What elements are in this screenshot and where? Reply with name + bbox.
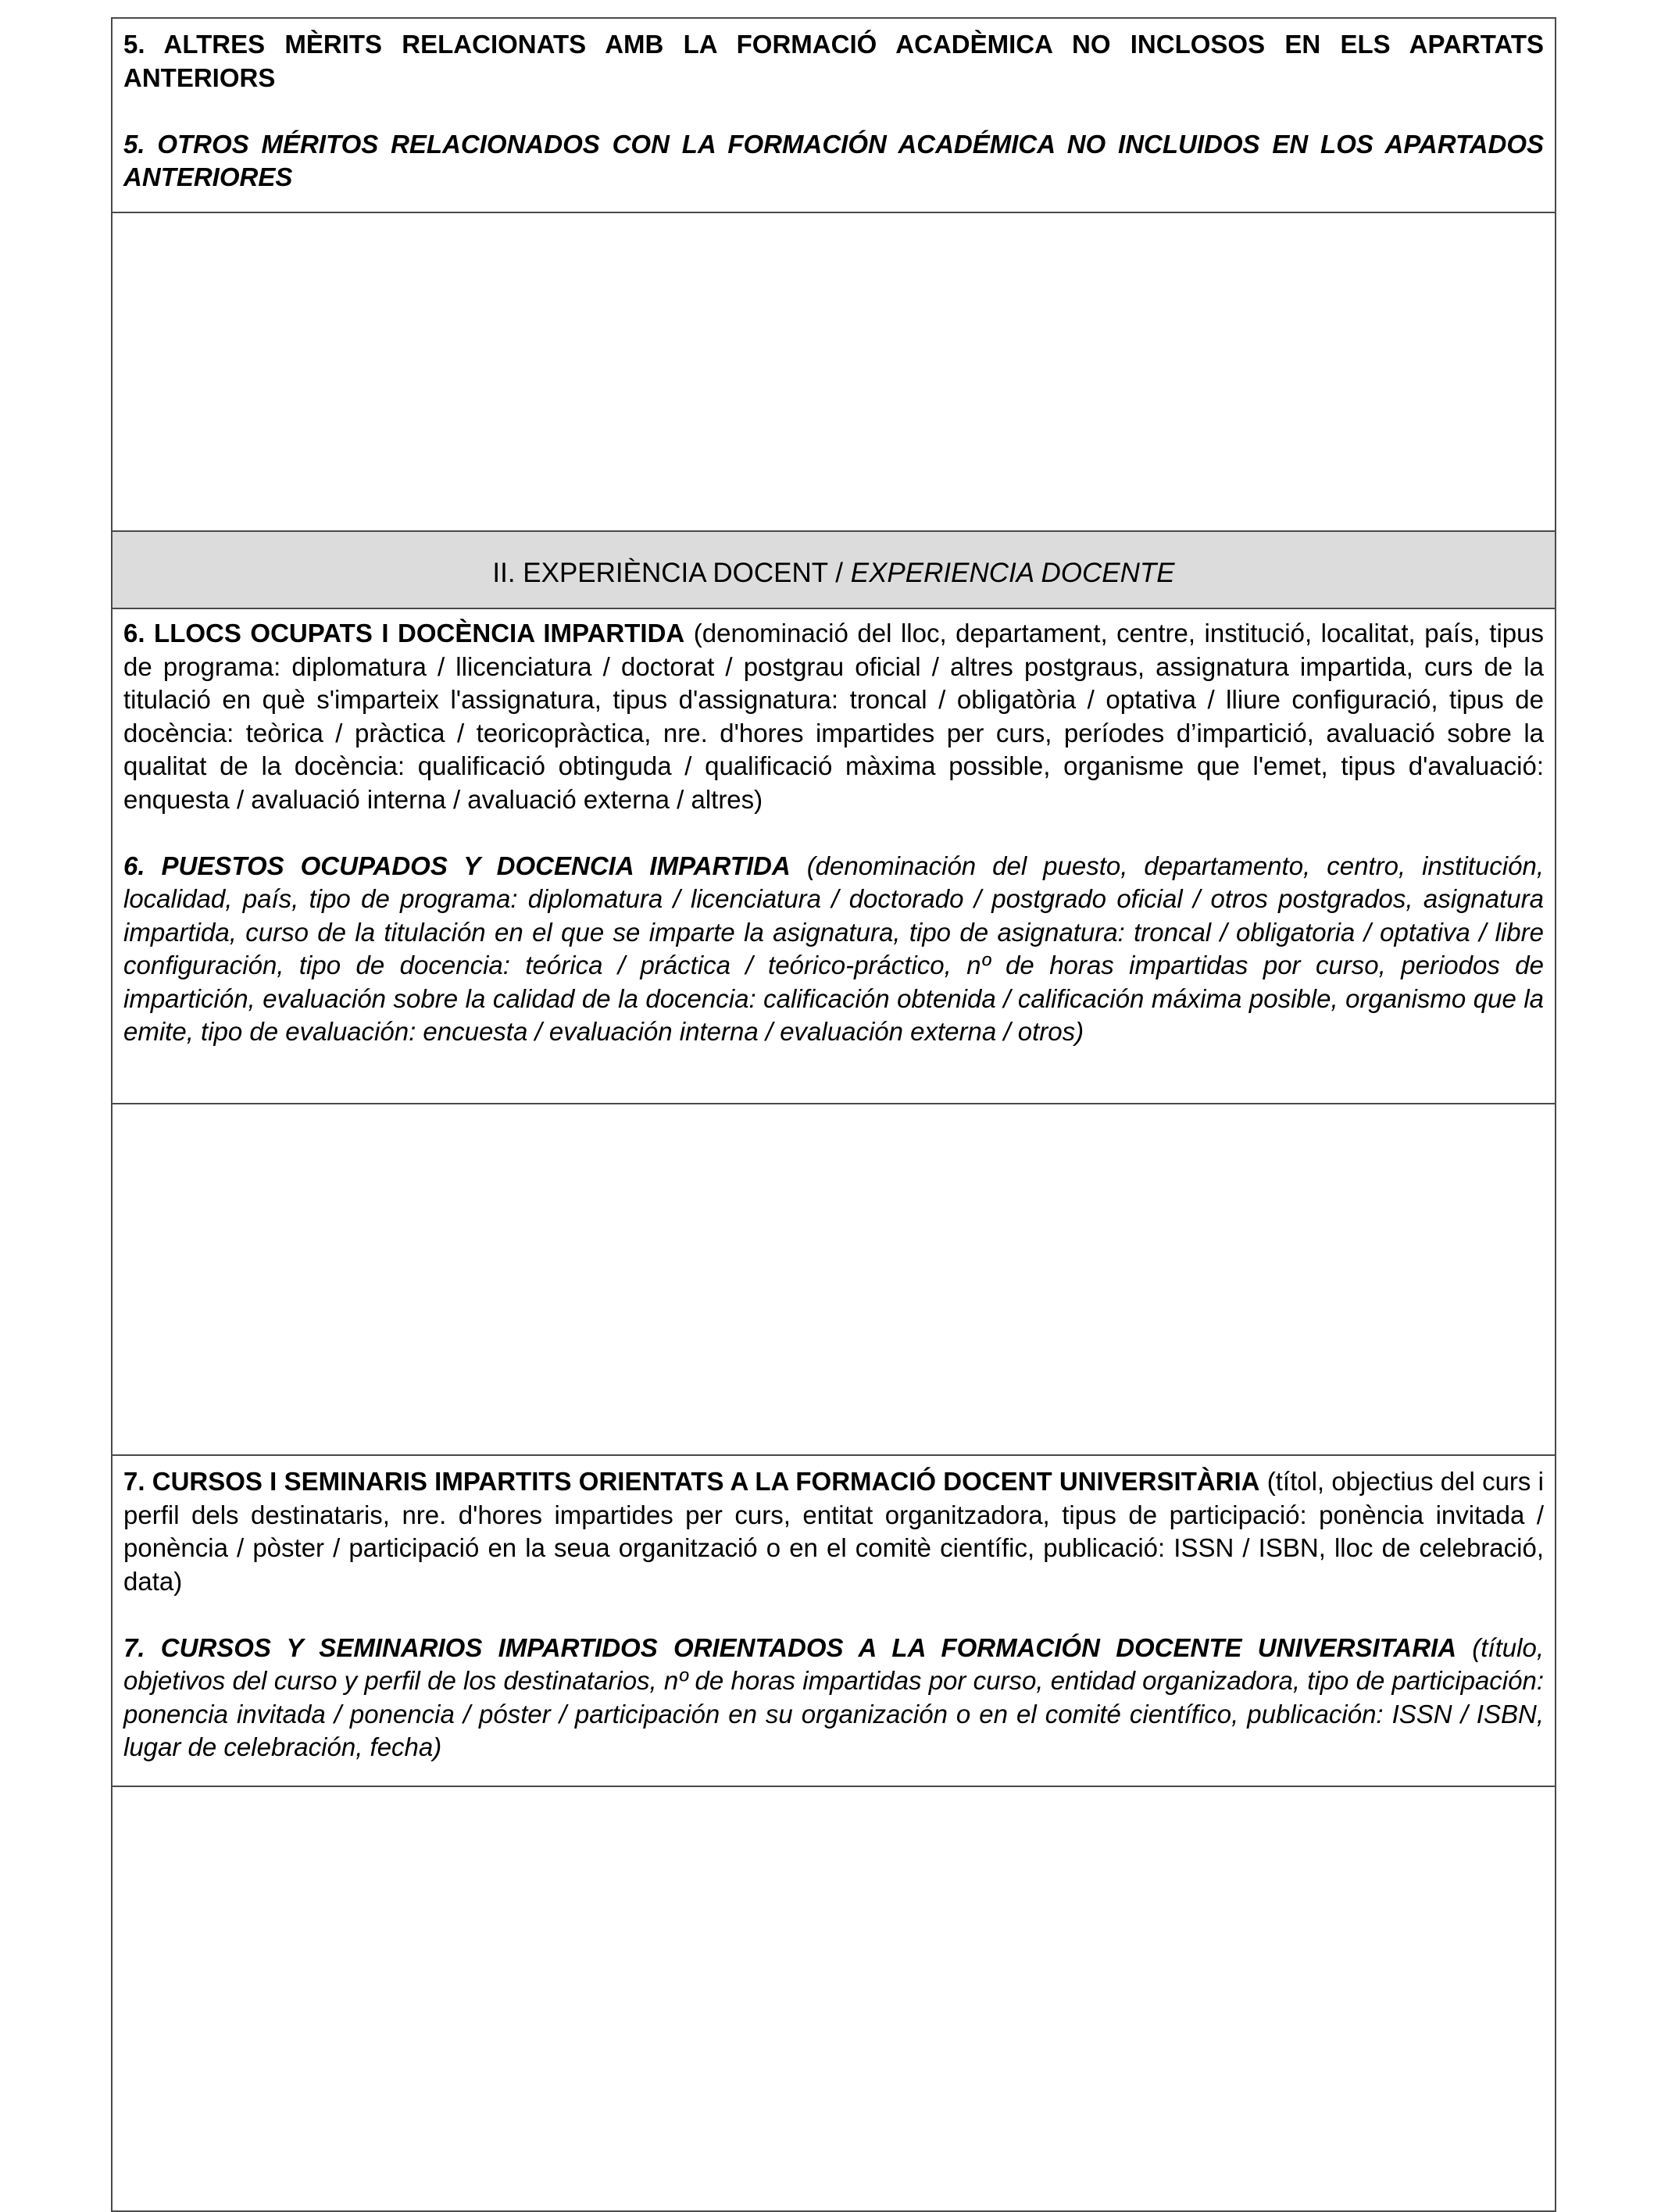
section-7-desc-es: (título, objetivos del curso y perfil de los destinatarios, nº de horas impartidas por curso, entidad organizadora, tipo de participación: ponencia invitada / ponencia / póster / participación en su organización o en el comité científico, publicación: ISSN / ISBN, lugar de celebración, fecha) (123, 1632, 1544, 1761)
section-6-header-cell (112, 608, 1556, 1104)
section-5-header-cell (112, 18, 1556, 212)
section-6-title-es: 6. PUESTOS OCUPADOS Y DOCENCIA IMPARTIDA (123, 851, 791, 880)
section-7-header-row (112, 1455, 1556, 1786)
section-5-title-es: 5. OTROS MÉRITOS RELACIONADOS CON LA FORMACIÓN ACADÉMICA NO INCLUIDOS EN LOS APARTADOS ANTERIORES (123, 129, 1544, 191)
section-5-header-row (112, 18, 1556, 212)
section-ii-title-es: EXPERIENCIA DOCENTE (850, 557, 1175, 588)
section-7-header-cell (112, 1455, 1556, 1786)
section-6-header-row (112, 608, 1556, 1104)
section-7-title-es: 7. CURSOS Y SEMINARIOS IMPARTIDOS ORIENTADOS A LA FORMACIÓN DOCENTE UNIVERSITARIA (123, 1632, 1457, 1662)
section-ii-header-row (112, 531, 1556, 608)
section-7-title-ca: 7. CURSOS I SEMINARIS IMPARTITS ORIENTATS A LA FORMACIÓ DOCENT UNIVERSITÀRIA (123, 1467, 1260, 1496)
section-7-paragraph-es (123, 1632, 1544, 1764)
section-5-title-ca: 5. ALTRES MÈRITS RELACIONATS AMB LA FORMACIÓ ACADÈMICA NO INCLOSOS EN ELS APARTATS ANTERIORS (123, 30, 1544, 92)
section-6-entry-row (112, 1104, 1556, 1455)
cv-form-table (111, 17, 1556, 2212)
spacer (123, 1598, 1544, 1632)
section-ii-title-ca: II. EXPERIÈNCIA DOCENT / (492, 557, 851, 588)
section-7-paragraph-ca (123, 1465, 1544, 1598)
section-7-entry-row (112, 1786, 1556, 2211)
section-6-paragraph-es (123, 850, 1544, 1049)
section-ii-header-cell (112, 531, 1556, 608)
section-6-desc-ca: (denominació del lloc, departament, centre, institució, localitat, país, tipus de programa: diplomatura / llicenciatura / doctorat / postgrau oficial / altres postgraus, assignatura impartida, curs de la titulació en què s'imparteix l'assignatura, tipus d'assignatura: troncal / obligatòria / optativa / lliure configuració, tipus de docència: teòrica / pràctica / teoricopràctica, nre. d'hores impartides per curs, períodes d’impartició, avaluació sobre la qualitat de la docència: qualificació obtinguda / qualificació màxima possible, organisme que l'emet, tipus d'avaluació: enquesta / avaluació interna / avaluació externa / altres) (123, 619, 1544, 814)
section-6-entry-field[interactable] (112, 1104, 1556, 1455)
section-6-desc-es: (denominación del puesto, departamento, centro, institución, localidad, país, tipo de programa: diplomatura / licenciatura / doctorado / postgrado oficial / otros postgrados, asignatura impartida, curso de la titulación en el que se imparte la asignatura, tipo de asignatura: troncal / obligatoria / optativa / libre configuración, tipo de docencia: teórica / práctica / teórico-práctico, nº de horas impartidas por curso, periodos de impartición, evaluación sobre la calidad de la docencia: calificación obtenida / calificación máxima posible, organismo que la emite, tipo de evaluación: encuesta / evaluación interna / evaluación externa / otros) (123, 851, 1545, 1046)
section-7-entry-field[interactable] (112, 1786, 1556, 2211)
section-6-paragraph-ca (123, 617, 1544, 816)
section-5-entry-row (112, 212, 1556, 531)
spacer (123, 95, 1544, 128)
section-7-desc-ca: (títol, objectius del curs i perfil dels destinataris, nre. d'hores impartides per curs, entitat organitzadora, tipus de participació: ponència invitada / ponència / pòster / participació en la seua organització o en el comitè científic, publicació: ISSN / ISBN, lloc de celebració, data) (123, 1467, 1544, 1596)
section-ii-title (113, 551, 1555, 590)
section-5-entry-field[interactable] (112, 212, 1556, 531)
section-6-title-ca: 6. LLOCS OCUPATS I DOCÈNCIA IMPARTIDA (123, 619, 685, 648)
spacer (123, 816, 1544, 850)
